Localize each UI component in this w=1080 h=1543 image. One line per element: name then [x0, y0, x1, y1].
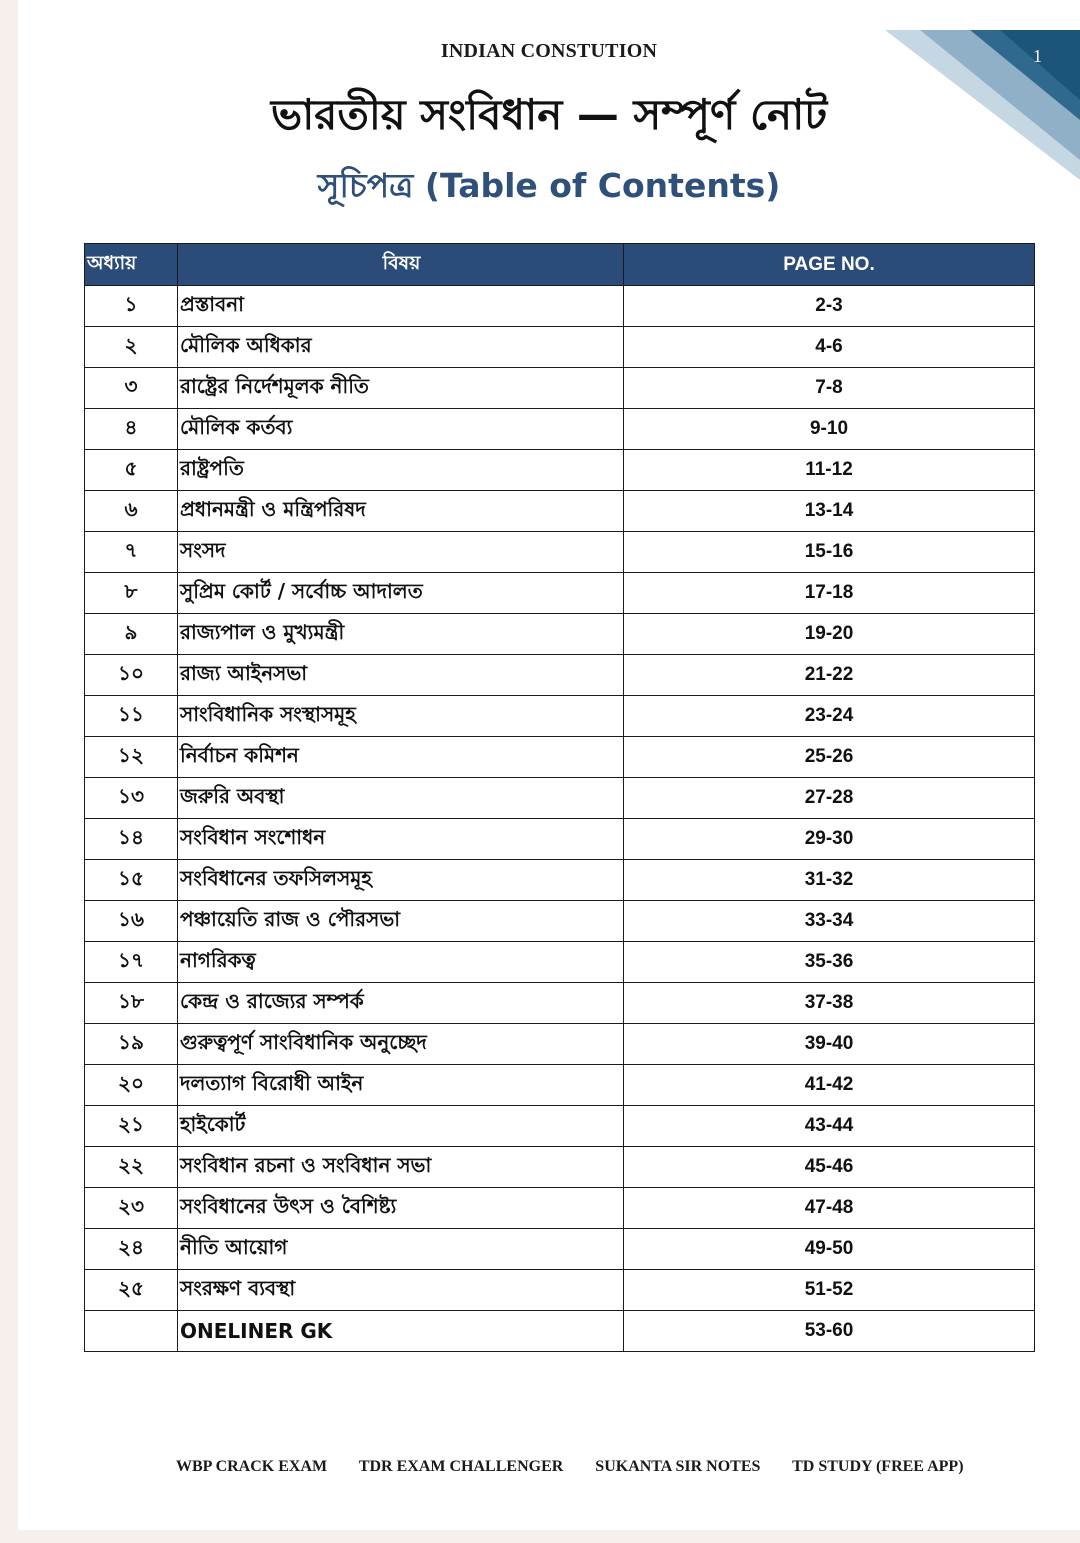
- chapter-number: ৪: [85, 409, 178, 450]
- chapter-page: 31-32: [624, 860, 1035, 901]
- chapter-subject: রাজ্য আইনসভা: [178, 655, 624, 696]
- chapter-subject: ONELINER GK: [178, 1311, 624, 1352]
- chapter-number: ২৫: [85, 1270, 178, 1311]
- table-row: [85, 286, 1035, 327]
- chapter-page: 45-46: [624, 1147, 1035, 1188]
- chapter-subject: প্রস্তাবনা: [178, 286, 624, 327]
- table-row: [85, 614, 1035, 655]
- chapter-number: ১৩: [85, 778, 178, 819]
- toc-table: [84, 243, 1035, 1352]
- table-row: [85, 1229, 1035, 1270]
- table-row: [85, 901, 1035, 942]
- chapter-number: ১৭: [85, 942, 178, 983]
- chapter-number: ১৮: [85, 983, 178, 1024]
- page-number: 1: [1033, 46, 1042, 66]
- chapter-subject: জরুরি অবস্থা: [178, 778, 624, 819]
- chapter-page: 17-18: [624, 573, 1035, 614]
- chapter-subject: নাগরিকত্ব: [178, 942, 624, 983]
- chapter-page: 9-10: [624, 409, 1035, 450]
- chapter-page: 2-3: [624, 286, 1035, 327]
- chapter-page: 43-44: [624, 1106, 1035, 1147]
- table-row: [85, 778, 1035, 819]
- chapter-page: 4-6: [624, 327, 1035, 368]
- chapter-page: 51-52: [624, 1270, 1035, 1311]
- table-row: [85, 491, 1035, 532]
- chapter-subject: মৌলিক অধিকার: [178, 327, 624, 368]
- chapter-subject: সুপ্রিম কোর্ট / সর্বোচ্চ আদালত: [178, 573, 624, 614]
- chapter-number: ১০: [85, 655, 178, 696]
- table-row: [85, 655, 1035, 696]
- table-row: [85, 573, 1035, 614]
- running-head: INDIAN CONSTUTION: [440, 40, 658, 62]
- chapter-page: 15-16: [624, 532, 1035, 573]
- header-subject: বিষয়: [178, 244, 624, 286]
- table-row: [85, 1024, 1035, 1065]
- table-row: [85, 1106, 1035, 1147]
- toc-header-row: [85, 244, 1035, 286]
- chapter-page: 7-8: [624, 368, 1035, 409]
- chapter-page: 11-12: [624, 450, 1035, 491]
- chapter-subject: রাষ্ট্রের নির্দেশমূলক নীতি: [178, 368, 624, 409]
- chapter-number: ১৯: [85, 1024, 178, 1065]
- chapter-page: 13-14: [624, 491, 1035, 532]
- chapter-page: 33-34: [624, 901, 1035, 942]
- footer-item: SUKANTA SIR NOTES: [595, 1458, 761, 1475]
- chapter-subject: সংবিধান রচনা ও সংবিধান সভা: [178, 1147, 624, 1188]
- footer-item: WBP CRACK EXAM: [176, 1458, 328, 1475]
- chapter-page: 19-20: [624, 614, 1035, 655]
- chapter-number: ৫: [85, 450, 178, 491]
- table-row: [85, 368, 1035, 409]
- table-row: [85, 1188, 1035, 1229]
- footer-item: TDR EXAM CHALLENGER: [358, 1458, 564, 1475]
- chapter-number: ৮: [85, 573, 178, 614]
- toc-subtitle: সূচিপত্র (Table of Contents): [317, 166, 781, 205]
- chapter-number: ৬: [85, 491, 178, 532]
- chapter-subject: সাংবিধানিক সংস্থাসমূহ: [178, 696, 624, 737]
- table-row: [85, 737, 1035, 778]
- chapter-subject: কেন্দ্র ও রাজ্যের সম্পর্ক: [178, 983, 624, 1024]
- chapter-number: ৭: [85, 532, 178, 573]
- page-title: ভারতীয় সংবিধান — সম্পূর্ণ নোট: [270, 90, 828, 139]
- chapter-page: 35-36: [624, 942, 1035, 983]
- chapter-number: ৩: [85, 368, 178, 409]
- table-row: [85, 327, 1035, 368]
- chapter-subject: রাষ্ট্রপতি: [178, 450, 624, 491]
- footer: [176, 1458, 996, 1476]
- chapter-number: ২৪: [85, 1229, 178, 1270]
- table-row: [85, 860, 1035, 901]
- chapter-number: ২২: [85, 1147, 178, 1188]
- chapter-page: 25-26: [624, 737, 1035, 778]
- table-row: [85, 1065, 1035, 1106]
- table-row: [85, 942, 1035, 983]
- table-row: [85, 983, 1035, 1024]
- header-page: PAGE NO.: [624, 244, 1035, 286]
- chapter-number: ১২: [85, 737, 178, 778]
- chapter-page: 47-48: [624, 1188, 1035, 1229]
- chapter-number: ২: [85, 327, 178, 368]
- table-row: [85, 532, 1035, 573]
- chapter-subject: হাইকোর্ট: [178, 1106, 624, 1147]
- chapter-number: ১: [85, 286, 178, 327]
- chapter-page: 39-40: [624, 1024, 1035, 1065]
- table-row: [85, 1147, 1035, 1188]
- chapter-subject: গুরুত্বপূর্ণ সাংবিধানিক অনুচ্ছেদ: [178, 1024, 624, 1065]
- chapter-subject: মৌলিক কর্তব্য: [178, 409, 624, 450]
- chapter-number: ১৫: [85, 860, 178, 901]
- chapter-subject: পঞ্চায়েতি রাজ ও পৌরসভা: [178, 901, 624, 942]
- footer-item: TD STUDY (FREE APP): [792, 1458, 964, 1475]
- chapter-subject: সংবিধানের উৎস ও বৈশিষ্ট্য: [178, 1188, 624, 1229]
- chapter-number: ৯: [85, 614, 178, 655]
- chapter-page: 53-60: [624, 1311, 1035, 1352]
- document-page: [18, 0, 1080, 1530]
- table-row: [85, 1270, 1035, 1311]
- chapter-subject: প্রধানমন্ত্রী ও মন্ত্রিপরিষদ: [178, 491, 624, 532]
- chapter-page: 23-24: [624, 696, 1035, 737]
- chapter-number: ১৬: [85, 901, 178, 942]
- chapter-number: ২৩: [85, 1188, 178, 1229]
- table-row: [85, 696, 1035, 737]
- table-row: [85, 450, 1035, 491]
- chapter-page: 37-38: [624, 983, 1035, 1024]
- chapter-subject: দলত্যাগ বিরোধী আইন: [178, 1065, 624, 1106]
- table-row: [85, 409, 1035, 450]
- chapter-number: ২০: [85, 1065, 178, 1106]
- chapter-page: 29-30: [624, 819, 1035, 860]
- chapter-subject: সংবিধানের তফসিলসমূহ: [178, 860, 624, 901]
- chapter-page: 27-28: [624, 778, 1035, 819]
- chapter-subject: সংবিধান সংশোধন: [178, 819, 624, 860]
- chapter-subject: নির্বাচন কমিশন: [178, 737, 624, 778]
- chapter-subject: রাজ্যপাল ও মুখ্যমন্ত্রী: [178, 614, 624, 655]
- chapter-number: ২১: [85, 1106, 178, 1147]
- chapter-number: ১১: [85, 696, 178, 737]
- table-row: [85, 1311, 1035, 1352]
- chapter-number: ১৪: [85, 819, 178, 860]
- header-chapter: অধ্যায়: [85, 244, 178, 286]
- chapter-page: 41-42: [624, 1065, 1035, 1106]
- chapter-page: 49-50: [624, 1229, 1035, 1270]
- chapter-number: [85, 1311, 178, 1352]
- chapter-subject: নীতি আয়োগ: [178, 1229, 624, 1270]
- chapter-subject: সংসদ: [178, 532, 624, 573]
- chapter-subject: সংরক্ষণ ব্যবস্থা: [178, 1270, 624, 1311]
- table-row: [85, 819, 1035, 860]
- chapter-page: 21-22: [624, 655, 1035, 696]
